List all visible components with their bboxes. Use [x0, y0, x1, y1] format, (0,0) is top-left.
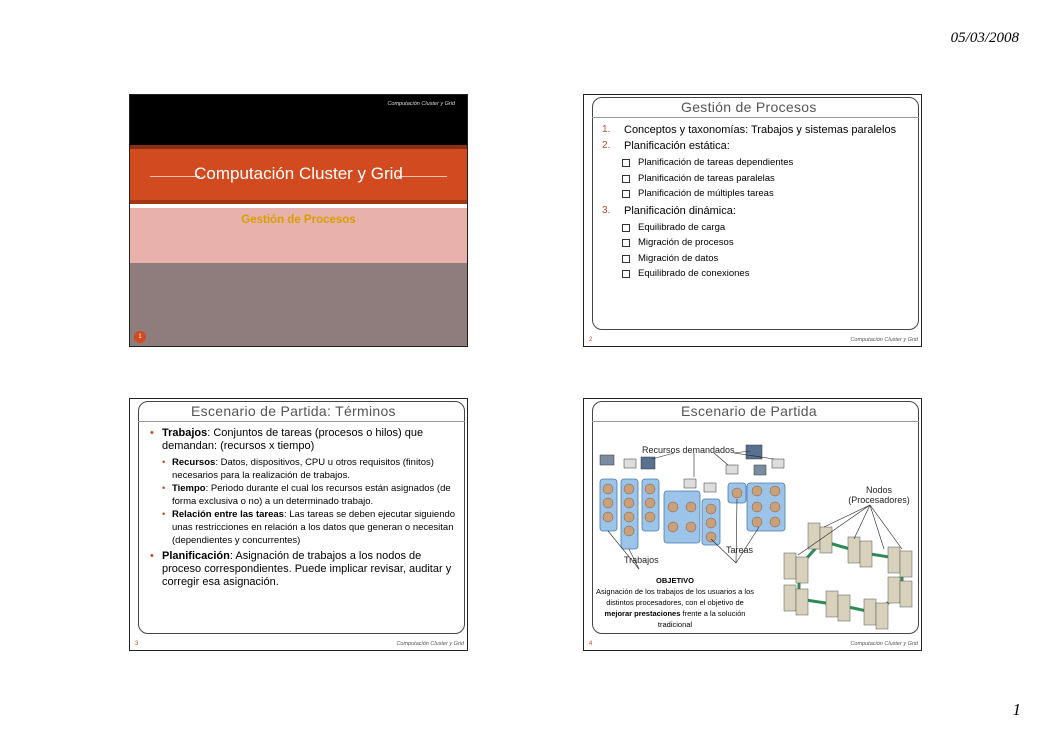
agenda-item-number: 1. — [602, 124, 611, 135]
agenda-subitem: Planificación de múltiples tareas — [622, 186, 912, 202]
agenda-subitem: Planificación de tareas dependientes — [622, 155, 912, 171]
slide-1-title — [129, 94, 468, 347]
bullet-trabajos: • Trabajos: Conjuntos de tareas (procesos o hilos) que demandan: (recursos x tiempo) — [150, 427, 462, 453]
agenda-subitem: Migración de procesos — [622, 235, 912, 251]
agenda-subitem: Migración de datos — [622, 251, 912, 267]
slide-1-number: 1 — [134, 331, 146, 343]
agenda-list — [602, 123, 912, 284]
bullet-planificacion: • Planificación: Asignación de trabajos a los nodos de proceso correspondientes. Puede implicar revisar, auditar y corregir esa asignación. — [150, 550, 462, 589]
slide-3-footer: Computación Cluster y Grid — [396, 641, 464, 647]
label-tasks: Tareas — [726, 545, 754, 555]
title-divider — [592, 421, 919, 422]
objective-text: OBJETIVO Asignación de los trabajos de los usuarios a los distintos procesadores, con el objetivo de mejorar prestaciones frente a la solución tradicional — [592, 575, 758, 630]
agenda-subitem: Planificación de tareas paralelas — [622, 171, 912, 187]
page-number: 1 — [1012, 700, 1021, 719]
bullet-tiempo: • Tiempo: Periodo durante el cual los recursos están asignados (de forma exclusiva o no) a un determinado trabajo. — [150, 482, 462, 508]
agenda-item — [602, 204, 912, 218]
slide-4-footer: Computación Cluster y Grid — [850, 641, 918, 647]
slide-4-number: 4 — [589, 641, 593, 647]
slide-3-terms — [129, 398, 468, 651]
slide-2-number: 2 — [589, 337, 593, 343]
label-jobs: Trabajos — [624, 555, 659, 565]
agenda-subitem: Equilibrado de conexiones — [622, 266, 912, 282]
slide-1-tag: Computación Cluster y Grid — [387, 101, 455, 107]
slide-1-subtitle: Gestión de Procesos — [241, 214, 356, 226]
agenda-item-text: Conceptos y taxonomías: Trabajos y sistemas paralelos — [624, 124, 897, 136]
bullet-recursos: • Recursos: Datos, dispositivos, CPU u otros requisitos (finitos) necesarios para la realización de trabajos. — [150, 456, 462, 482]
slide-4-title: Escenario de Partida — [681, 403, 817, 419]
header-date: 05/03/2008 — [950, 30, 1019, 46]
slide-2-footer: Computación Cluster y Grid — [850, 337, 918, 343]
slide-4-scenario — [583, 398, 922, 651]
bullet-relacion: • Relación entre las tareas: Las tareas se deben ejecutar siguiendo unas restricciones en relación a los datos que generan o necesitan (dependientes y concurrentes) — [150, 508, 462, 547]
objective-title: OBJETIVO — [656, 576, 694, 585]
agenda-item-text: Planificación estática: — [624, 140, 730, 152]
slide-2-agenda — [583, 94, 922, 347]
title-divider — [592, 117, 919, 118]
terms-list — [150, 427, 462, 592]
label-nodes: Nodos (Procesadores) — [848, 485, 910, 505]
processor-nodes-icon — [784, 523, 912, 629]
agenda-item-number: 2. — [602, 140, 611, 151]
agenda-subitem: Equilibrado de carga — [622, 220, 912, 236]
label-resources: Recursos demandados — [642, 445, 735, 455]
slide-3-number: 3 — [135, 641, 139, 647]
agenda-item-number: 3. — [602, 204, 611, 216]
slide-2-title: Gestión de Procesos — [681, 99, 817, 115]
title-band-gray — [130, 263, 467, 347]
title-divider — [138, 421, 465, 422]
agenda-item-text: Planificación dinámica: — [624, 204, 736, 217]
slide-3-title: Escenario de Partida: Términos — [191, 403, 396, 419]
slide-1-main-title: Computación Cluster y Grid — [194, 164, 403, 183]
agenda-item — [602, 139, 912, 153]
agenda-item — [602, 123, 912, 137]
